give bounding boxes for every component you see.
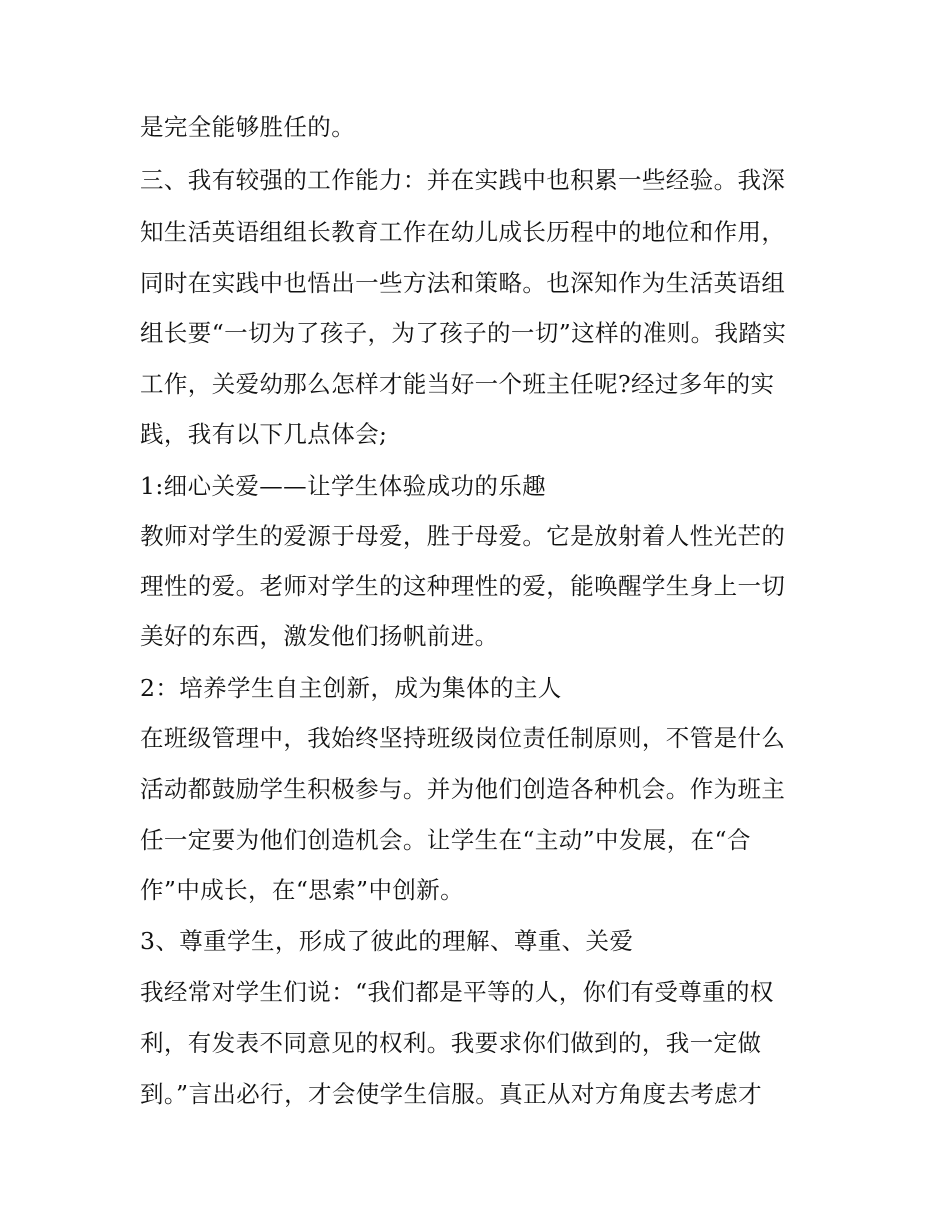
section-heading: 1:细心关爱——让学生体验成功的乐趣: [140, 472, 547, 500]
section-heading: 3、尊重学生，形成了彼此的理解、尊重、关爱: [140, 927, 634, 955]
text-line: 三、我有较强的工作能力：并在实践中也积累一些经验。我深: [140, 166, 786, 194]
text-line: 利，有发表不同意见的权利。我要求你们做到的，我一定做: [140, 1029, 762, 1057]
text-line: 作”中成长，在“思索”中创新。: [140, 876, 465, 904]
text-line: 组长要“一切为了孩子，为了孩子的一切”这样的准则。我踏实: [140, 319, 787, 347]
text-line: 在班级管理中，我始终坚持班级岗位责任制原则，不管是什么: [140, 724, 786, 752]
text-line: 工作，关爱幼那么怎样才能当好一个班主任呢?经过多年的实: [140, 370, 775, 398]
text-line: 践，我有以下几点体会;: [140, 420, 388, 448]
text-line: 到。”言出必行，才会使学生信服。真正从对方角度去考虑才: [140, 1080, 763, 1108]
text-line: 我经常对学生们说：“我们都是平等的人，你们有受尊重的权: [140, 978, 774, 1006]
text-line: 任一定要为他们创造机会。让学生在“主动”中发展，在“合: [140, 826, 751, 854]
text-line: 知生活英语组组长教育工作在幼儿成长历程中的地位和作用，: [140, 218, 786, 246]
text-line: 是完全能够胜任的。: [140, 113, 356, 141]
text-line: 同时在实践中也悟出一些方法和策略。也深知作为生活英语组: [140, 269, 786, 297]
text-line: 理性的爱。老师对学生的这种理性的爱，能唤醒学生身上一切: [140, 572, 786, 600]
section-heading: 2：培养学生自主创新，成为集体的主人: [140, 674, 562, 702]
text-line: 活动都鼓励学生积极参与。并为他们创造各种机会。作为班主: [140, 775, 786, 803]
text-line: 美好的东西，激发他们扬帆前进。: [140, 622, 499, 650]
text-line: 教师对学生的爱源于母爱，胜于母爱。它是放射着人性光芒的: [140, 522, 786, 550]
